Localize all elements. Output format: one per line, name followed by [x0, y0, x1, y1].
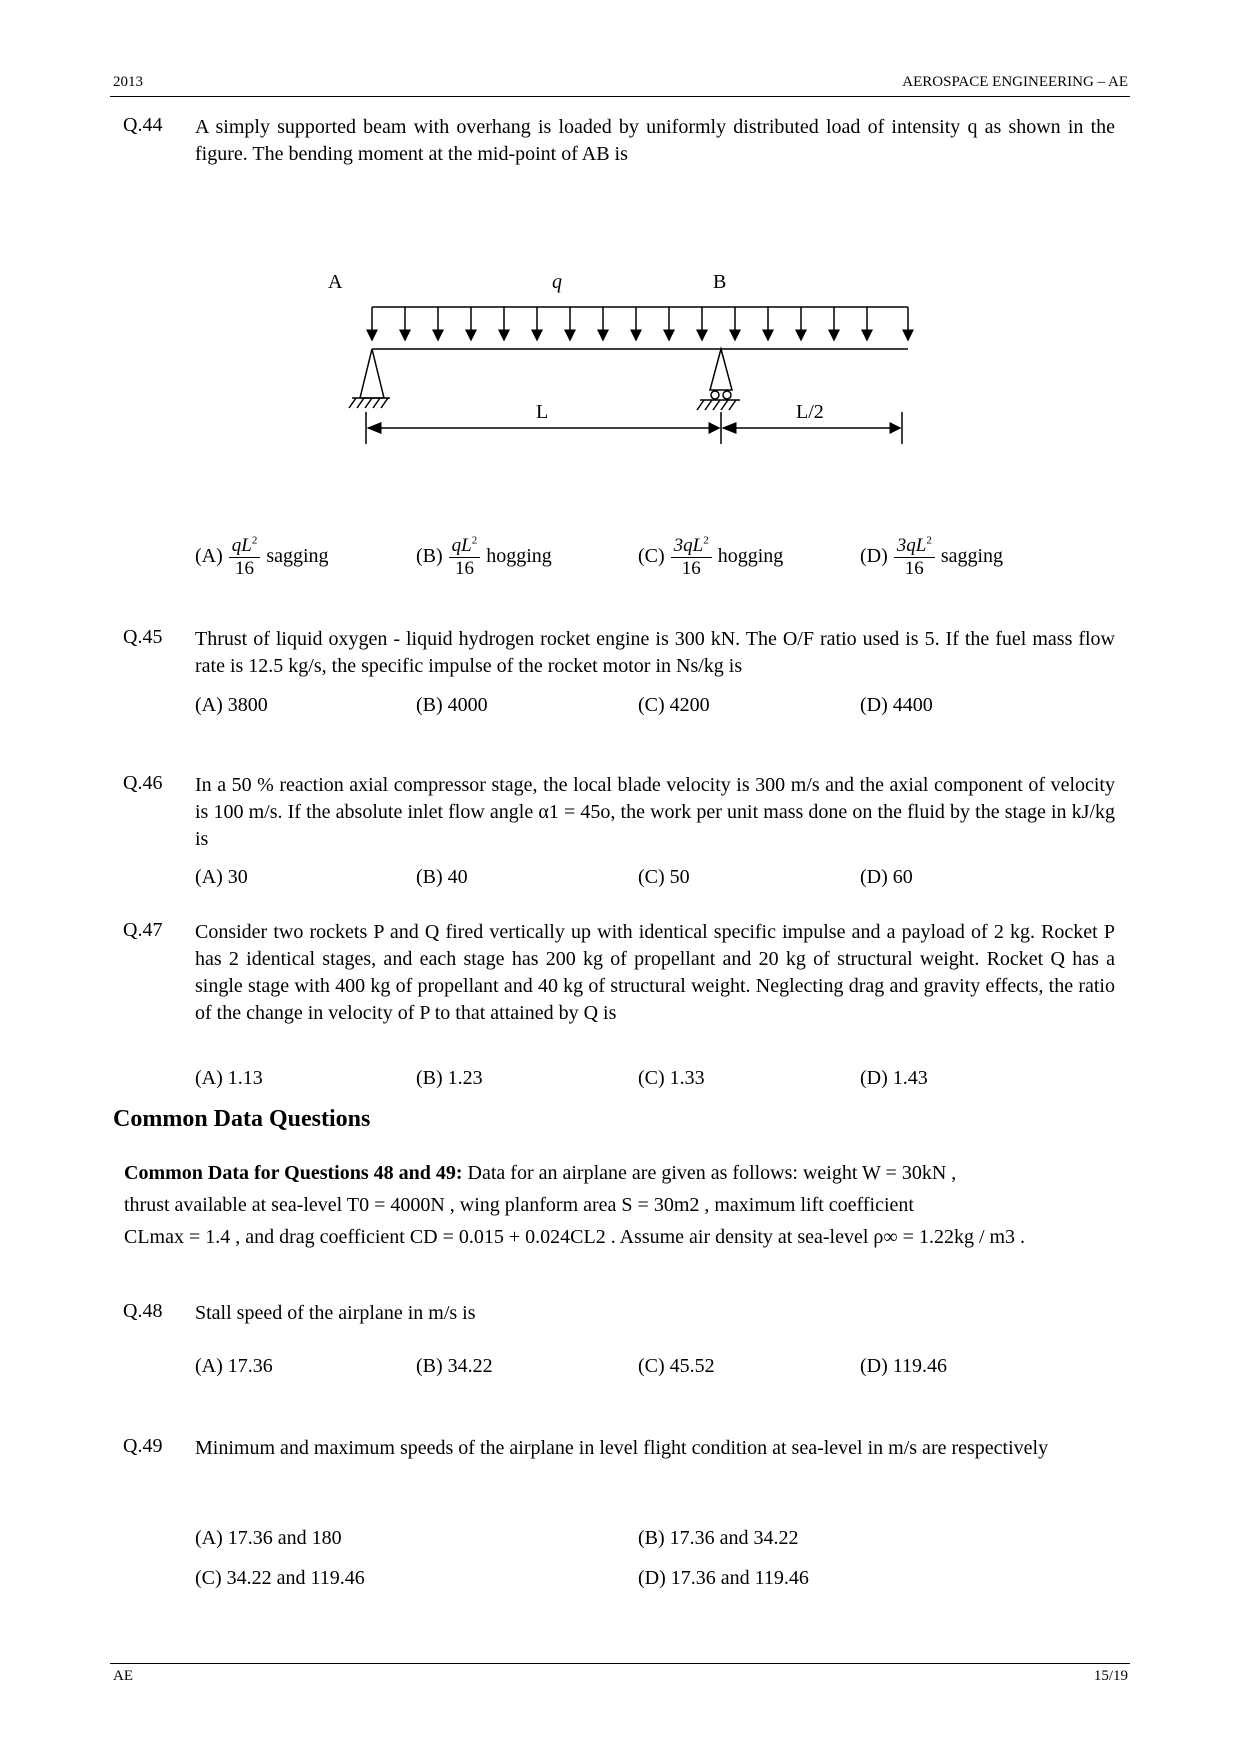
q46-option-d[interactable]: (D) 60: [860, 866, 913, 888]
q49-option-a[interactable]: (A) 17.36 and 180: [195, 1527, 342, 1549]
q48-option-d[interactable]: (D) 119.46: [860, 1355, 948, 1377]
q46-number: Q.46: [123, 772, 163, 794]
q44-text: A simply supported beam with overhang is loaded by uniformly distributed load of intensity q as shown in the figure. The bending moment at the mid-point of AB is: [195, 116, 1115, 165]
q46-option-a[interactable]: (A) 30: [195, 866, 248, 888]
dim-ab-label: L: [536, 401, 549, 423]
q45-option-d[interactable]: (D) 4400: [860, 694, 933, 716]
q45-option-a[interactable]: (A) 3800: [195, 694, 268, 716]
option-label: (B): [416, 545, 443, 568]
dim-overhang-label: L/2: [796, 401, 824, 423]
option-label: (D): [860, 545, 888, 568]
roller-support-b: [697, 349, 740, 410]
header-subject: AEROSPACE ENGINEERING – AE: [902, 74, 1128, 90]
q45-number: Q.45: [123, 626, 163, 648]
q44-option-c[interactable]: (C) $\frac{3qL^2}{16}$ hogging: [638, 534, 784, 579]
q49-text: Minimum and maximum speeds of the airplane in level flight condition at sea-level in m/s are respectively: [195, 1437, 1049, 1459]
header-year: 2013: [113, 74, 143, 90]
q49-option-b[interactable]: (B) 17.36 and 34.22: [638, 1527, 799, 1549]
section-title: Common Data Questions: [113, 1106, 371, 1132]
q44-option-a[interactable]: (A) $\frac{qL^2}{16}$ sagging: [195, 534, 329, 579]
common-data-block: [124, 1157, 1114, 1253]
q45-option-c[interactable]: (C) 4200: [638, 694, 710, 716]
q47-option-c[interactable]: (C) 1.33: [638, 1067, 705, 1089]
q48-option-b[interactable]: (B) 34.22: [416, 1355, 493, 1377]
q47-option-d[interactable]: (D) 1.43: [860, 1067, 928, 1089]
q48-option-a[interactable]: (A) 17.36: [195, 1355, 273, 1377]
footer-page-number: 15/19: [1093, 1668, 1128, 1684]
footer-code: AE: [113, 1668, 133, 1684]
q47-number: Q.47: [123, 919, 163, 941]
common-data-line1: Common Data for Questions 48 and 49: Data for an airplane are given as follows: weight W = 30kN ,: [124, 1162, 957, 1184]
label-b: B: [713, 271, 727, 293]
q49-option-d[interactable]: (D) 17.36 and 119.46: [638, 1567, 809, 1589]
common-data-line2: thrust available at sea-level T0 = 4000N , wing planform area S = 30m2 , maximum lift coefficient: [124, 1194, 914, 1216]
q49-number: Q.49: [123, 1435, 163, 1457]
q47-text: Consider two rockets P and Q fired vertically up with identical specific impulse and a payload of 2 kg. Rocket P has 2 identical stages, and each stage has 200 kg of propellant and 20 kg of structural weight. Rocket Q has a single stage with 400 kg of propellant and 40 kg of structural weight. Neglecting drag and gravity effects, the ratio of the change in velocity of P to that attained by Q is: [195, 921, 1115, 1024]
option-label: (A): [195, 545, 223, 568]
label-a: A: [328, 271, 343, 293]
q46-option-b[interactable]: (B) 40: [416, 866, 468, 888]
option-label: (C): [638, 545, 665, 568]
q44-option-d[interactable]: (D) $\frac{3qL^2}{16}$ sagging: [860, 534, 1004, 579]
q47-option-b[interactable]: (B) 1.23: [416, 1067, 483, 1089]
q44-number: Q.44: [123, 114, 163, 136]
q48-number: Q.48: [123, 1300, 163, 1322]
header-rule: [110, 96, 1130, 97]
udl-arrows: [372, 307, 908, 340]
q48-option-c[interactable]: (C) 45.52: [638, 1355, 715, 1377]
q46-text: In a 50 % reaction axial compressor stage, the local blade velocity is 300 m/s and the axial component of velocity is 100 m/s. If the absolute inlet flow angle α1 = 45o, the work per unit mass done on the fluid by the stage in kJ/kg is: [195, 774, 1115, 850]
pin-support-a: [349, 349, 390, 408]
q46-option-c[interactable]: (C) 50: [638, 866, 690, 888]
beam-figure: [330, 262, 950, 482]
common-data-line3: CLmax = 1.4 , and drag coefficient CD = 0.015 + 0.024CL2 . Assume air density at sea-level ρ∞ = 1.22kg / m3 .: [124, 1226, 1026, 1248]
q44-option-b[interactable]: (B) $\frac{qL^2}{16}$ hogging: [416, 534, 552, 579]
q49-option-c[interactable]: (C) 34.22 and 119.46: [195, 1567, 365, 1589]
q45-option-b[interactable]: (B) 4000: [416, 694, 488, 716]
label-q: q: [552, 271, 562, 293]
q45-text: Thrust of liquid oxygen - liquid hydrogen rocket engine is 300 kN. The O/F ratio used is 5. If the fuel mass flow rate is 12.5 kg/s, the specific impulse of the rocket motor in Ns/kg is: [195, 628, 1115, 677]
q47-option-a[interactable]: (A) 1.13: [195, 1067, 263, 1089]
footer-rule: [110, 1663, 1130, 1664]
q48-text: Stall speed of the airplane in m/s is: [195, 1302, 476, 1324]
